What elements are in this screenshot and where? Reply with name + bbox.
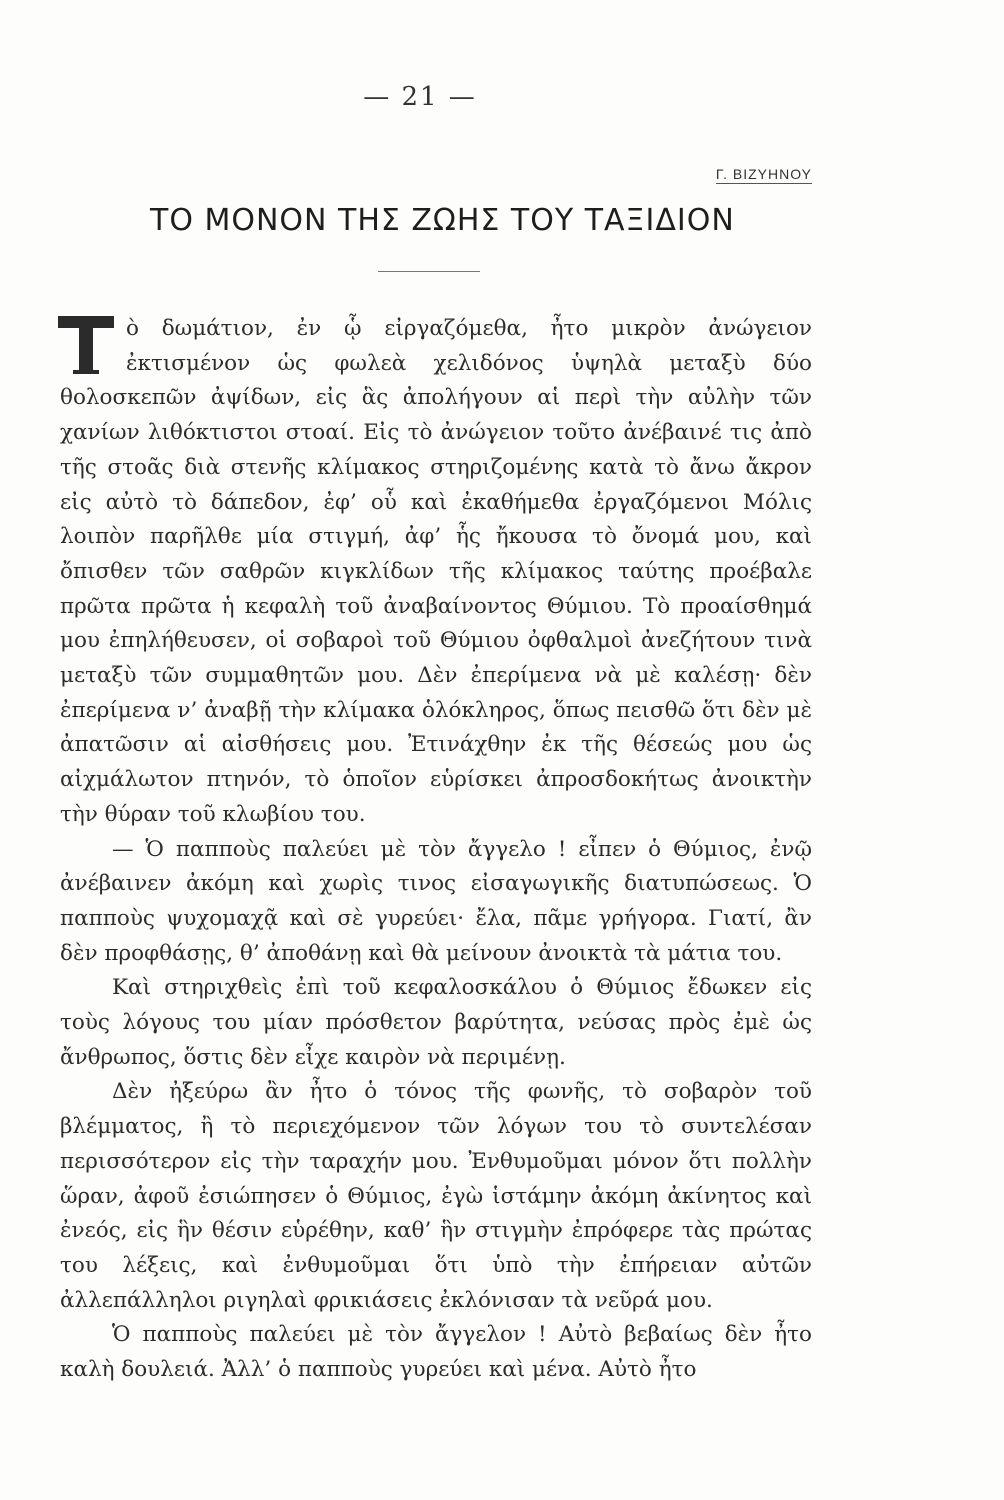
paragraph-1-text: ὸ δωμάτιον, ἐν ᾧ εἰργαζόμεθα, ἦτο μικρὸν ἀνώγειον ἐκτισμένον ὡς φωλεὰ χελιδόνος ὑψηλὰ μεταξὺ δύο θολοσκεπῶν ἀψίδων, εἰς ἃς ἀπολήγουν αἱ περὶ τὴν αὐλὴν τῶν χανίων λιθόκτιστοι στοαί. Εἰς τὸ ἀνώγειον τοῦτο ἀνέβαινέ τις ἀπὸ τῆς στοᾶς διὰ στενῆς κλίμακος στηριζομένης κατὰ τὸ ἄνω ἄκρον εἰς αὐτὸ τὸ δάπεδον, ἐφ’ οὗ καὶ ἐκαθήμεθα ἐργαζόμενοι Μόλις λοιπὸν παρῆλθε μία στιγμή, ἀφ’ ἧς ἤκουσα τὸ ὄνομά μου, καὶ ὄπισθεν τῶν σαθρῶν κιγκλίδων τῆς κλίμακος ταύτης προέβαλε πρῶτα πρῶτα ἡ κεφαλὴ τοῦ ἀναβαίνοντος Θύμιου. Τὸ προαίσθημά μου ἐπηλήθευσεν, οἱ σοβαροὶ τοῦ Θύμιου ὀφθαλμοὶ ἀνεζήτουν τινὰ μεταξὺ τῶν συμμαθητῶν μου. Δὲν ἐπερίμενα νὰ μὲ καλέσῃ· δὲν ἐπερίμενα ν’ ἀναβῇ τὴν κλίμακα ὁλόκληρος, ὅπως πεισθῶ ὅτι δὲν μὲ ἀπατῶσιν αἱ αἰσθήσεις μου. Ἐτινάχθην ἐκ τῆς θέσεώς μου ὡς αἰχμάλωτον πτηνόν, τὸ ὁποῖον εὑρίσκει ἀπροσδοκήτως ἀνοικτὴν τὴν θύραν τοῦ κλωβίου του. [60,316,812,827]
paragraph-5: Ὁ παπποὺς παλεύει μὲ τὸν ἄγγελον ! Αὐτὸ βεβαίως δὲν ἦτο καλὴ δουλειά. Ἀλλ’ ὁ παπποὺς γυρεύει καὶ μένα. Αὐτὸ ἦτο [60,1322,812,1383]
author-name: Γ. ΒΙΖΥΗΝΟΥ [715,166,812,182]
dropcap-letter [58,316,118,378]
story-body [60,312,812,1388]
paragraph-2: — Ὁ παπποὺς παλεύει μὲ τὸν ἄγγελο ! εἶπεν ὁ Θύμιος, ἐνῷ ἀνέβαινεν ἀκόμη καὶ χωρὶς τινος εἰσαγωγικῆς διατυπώσεως. Ὁ παπποὺς ψυχομαχᾷ καὶ σὲ γυρεύει· ἔλα, πᾶμε γρήγορα. Γιατί, ἂν δὲν προφθάσῃς, θ’ ἀποθάνῃ καὶ θὰ μείνουν ἀνοικτὰ τὰ μάτια του. [60,836,812,966]
page-number: — 21 — [363,82,477,112]
title-rule [378,271,480,272]
story-title: ΤΟ ΜΟΝΟΝ ΤΗΣ ΖΩΗΣ ΤΟΥ ΤΑΞΙΔΙΟΝ [150,203,735,238]
paragraph-4: Δὲν ἠξεύρω ἂν ἦτο ὁ τόνος τῆς φωνῆς, τὸ σοβαρὸν τοῦ βλέμματος, ἢ τὸ περιεχόμενον τῶν λόγων του τὸ συντελέσαν περισσότερον εἰς τὴν ταραχήν μου. Ἐνθυμοῦμαι μόνον ὅτι πολλὴν ὥραν, ἀφοῦ ἐσιώπησεν ὁ Θύμιος, ἐγὼ ἱστάμην ἀκόμη ἀκίνητος καὶ ἐνεός, εἰς ἣν θέσιν εὑρέθην, καθ’ ἣν στιγμὴν ἐπρόφερε τὰς πρώτας του λέξεις, καὶ ἐνθυμοῦμαι ὅτι ὑπὸ τὴν ἐπήρειαν αὐτῶν ἀλλεπάλληλοι ριγηλαὶ φρικιάσεις ἐκλόνισαν τὰ νεῦρά μου. [60,1079,812,1313]
paragraph-3: Καὶ στηριχθεὶς ἐπὶ τοῦ κεφαλοσκάλου ὁ Θύμιος ἔδωκεν εἰς τοὺς λόγους του μίαν πρόσθετον βαρύτητα, νεύσας πρὸς ἐμὲ ὡς ἄνθρωπος, ὅστις δὲν εἶχε καιρὸν νὰ περιμένῃ. [60,975,812,1070]
paragraph-1 [60,312,812,833]
